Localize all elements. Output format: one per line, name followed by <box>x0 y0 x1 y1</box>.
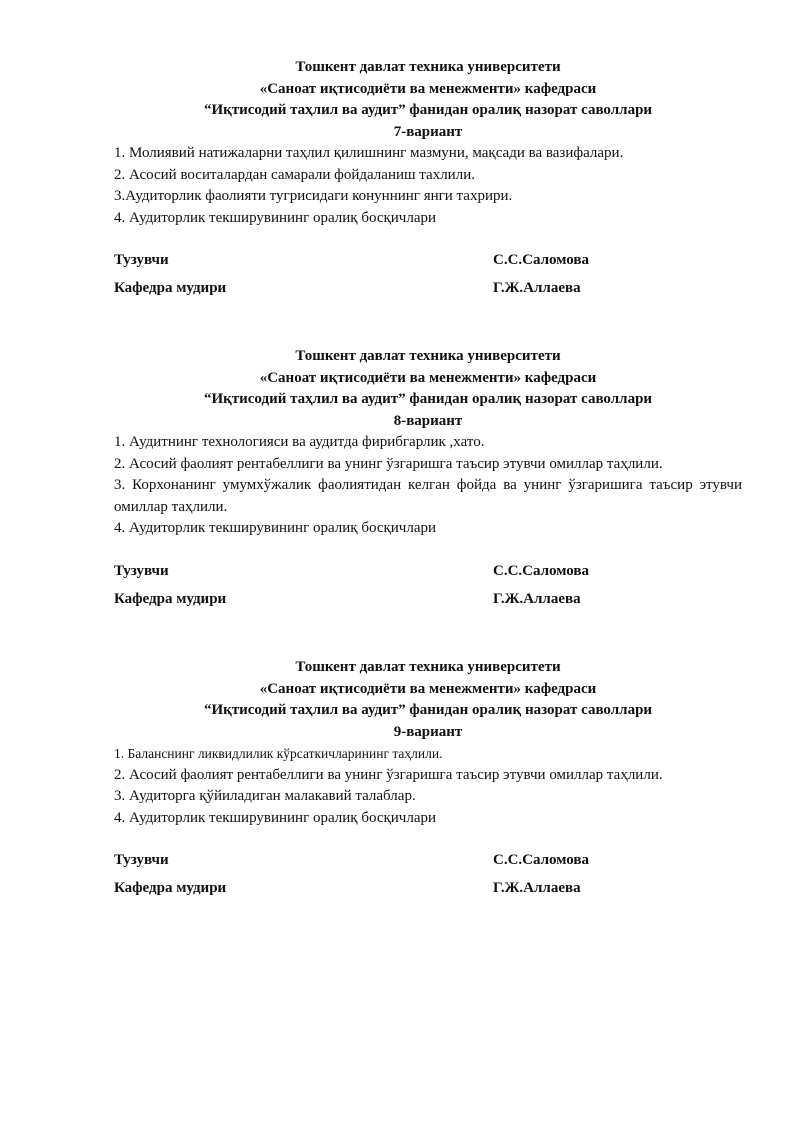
variant-block-7 <box>114 57 742 308</box>
head-name: Г.Ж.Аллаева <box>493 280 581 296</box>
question-item: 3. Аудиторга қўйиладиган малакавий талаблар. <box>114 788 416 804</box>
compiler-name: С.С.Саломова <box>493 562 590 579</box>
question-item: 2. Асосий фаолият рентабеллиги ва унинг ўзгаришга таъсир этувчи омиллар таҳлили. <box>114 766 663 783</box>
compiler-role: Тузувчи <box>114 562 169 579</box>
compiler-name: С.С.Саломова <box>493 252 590 268</box>
compiler-name: С.С.Саломова <box>493 852 590 868</box>
variant-number: 9-вариант <box>393 723 463 740</box>
head-name: Г.Ж.Аллаева <box>493 880 581 896</box>
question-item: 1. Молиявий натижаларни таҳлил қилишнинг мазмуни, мақсади ва вазифалари. <box>114 145 624 161</box>
question-item: 2. Асосий фаолият рентабеллиги ва унинг ўзгаришга таъсир этувчи омиллар таҳлили. <box>114 455 663 472</box>
compiler-role: Тузувчи <box>114 852 169 868</box>
question-item: 3. Корхонанинг умумхўжалик фаолиятидан келган фойда ва унинг ўзгаришига таъсир этувчи омиллар таҳлили. <box>114 477 742 515</box>
question-item: 4. Аудиторлик текширувининг оралиқ босқичлари <box>114 209 437 226</box>
department-title: «Саноат иқтисодиёти ва менежменти» кафедраси <box>259 80 597 97</box>
head-signature-row <box>114 880 742 908</box>
university-title: Тошкент давлат техника университети <box>295 659 561 675</box>
head-signature-row <box>114 280 742 308</box>
variant-number: 7-вариант <box>393 123 463 140</box>
department-title: «Саноат иқтисодиёти ва менежменти» кафедраси <box>259 369 597 386</box>
head-name: Г.Ж.Аллаева <box>493 590 581 607</box>
compiler-signature-row <box>114 563 742 591</box>
department-title: «Саноат иқтисодиёти ва менежменти» кафедраси <box>259 680 597 697</box>
question-list <box>114 143 742 229</box>
university-title: Тошкент давлат техника университети <box>295 59 561 75</box>
head-role: Кафедра мудири <box>114 280 227 296</box>
question-item: 4. Аудиторлик текширувининг оралиқ босқичлари <box>114 520 437 536</box>
variant-block-8 <box>114 346 742 619</box>
question-list <box>114 432 742 540</box>
variant-block-9 <box>114 657 742 908</box>
subject-title: “Иқтисодий таҳлил ва аудит” фанидан оралиқ назорат саволлари <box>203 702 653 718</box>
question-item: 1. Аудитнинг технологияси ва аудитда фирибгарлик ,хато. <box>114 434 485 450</box>
compiler-signature-row <box>114 852 742 880</box>
head-role: Кафедра мудири <box>114 590 227 607</box>
university-title: Тошкент давлат техника университети <box>295 348 561 364</box>
subject-title: “Иқтисодий таҳлил ва аудит” фанидан оралиқ назорат саволлари <box>203 102 653 118</box>
compiler-role: Тузувчи <box>114 252 169 268</box>
question-item: 4. Аудиторлик текширувининг оралиқ босқичлари <box>114 809 437 826</box>
head-signature-row <box>114 591 742 619</box>
head-role: Кафедра мудири <box>114 880 227 896</box>
compiler-signature-row <box>114 252 742 280</box>
question-item: 2. Асосий воситалардан самарали фойдаланиш тахлили. <box>114 166 475 183</box>
question-list <box>114 743 742 829</box>
question-item: 1. Баланснинг ликвидлилик кўрсаткичларининг таҳлили. <box>114 746 443 761</box>
question-item: 3.Аудиторлик фаолияти тугрисидаги конуннинг янги тахрири. <box>114 188 513 204</box>
subject-title: “Иқтисодий таҳлил ва аудит” фанидан оралиқ назорат саволлари <box>203 391 653 407</box>
variant-number: 8-вариант <box>393 412 463 429</box>
